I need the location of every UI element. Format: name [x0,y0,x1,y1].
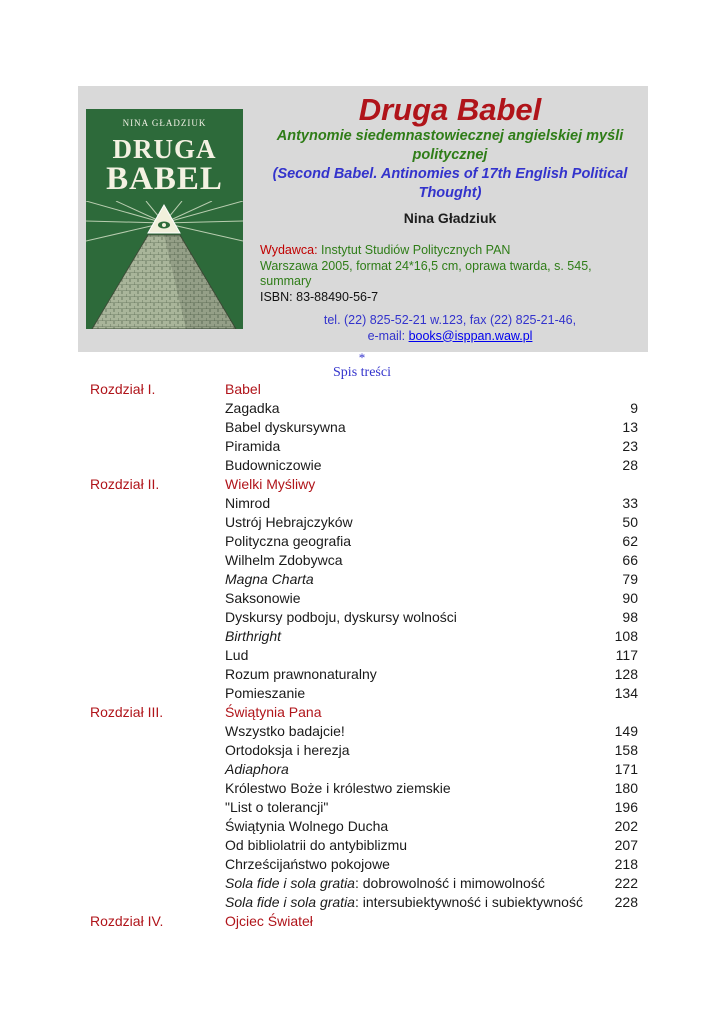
isbn: ISBN: 83-88490-56-7 [260,289,379,304]
book-title: Druga Babel [358,92,542,127]
section-title-italic: Sola fide i sola gratia [225,875,355,891]
section-row [0,494,725,513]
section-row [0,817,725,836]
section-page-number: 90 [622,590,638,606]
section-title [225,893,583,912]
section-row [0,722,725,741]
book-author: Nina Gładziuk [403,210,497,226]
section-page-number: 158 [614,742,638,758]
publication-details: Warszawa 2005, format 24*16,5 cm, oprawa twarda, s. 545, summary [260,258,592,288]
section-row [0,760,725,779]
section-page-number: 222 [614,875,638,891]
section-title-italic: Sola fide i sola gratia [225,894,355,910]
section-page-number: 50 [622,514,638,530]
chapter-label: Rozdział II. [90,476,160,492]
chapter-title: Babel [225,381,261,397]
chapter-title: Wielki Myśliwy [225,476,316,492]
section-page-number: 28 [622,457,638,473]
section-title: Dyskursy podboju, dyskursy wolności [225,609,457,625]
section-row [0,874,725,893]
book-cover-image [86,109,243,329]
section-row [0,779,725,798]
section-page-number: 128 [614,666,638,682]
publisher-label: Wydawca: [260,243,318,257]
section-title: Magna Charta [225,571,314,587]
toc-heading: Spis treści [333,365,391,380]
section-page-number: 66 [622,552,638,568]
section-row [0,741,725,760]
pyramid-illustration [86,201,243,329]
phone-fax: tel. (22) 825-52-21 w.123, fax (22) 825-21-46, [323,313,577,327]
section-title: Saksonowie [225,590,301,606]
section-page-number: 207 [614,837,638,853]
subtitle-polish: Antynomie siedemnastowiecznej angielskiej myśli politycznej [276,128,624,163]
section-page-number: 180 [614,780,638,796]
chapter-row [0,475,725,494]
section-title-rest: : dobrowolność i mimowolność [354,875,545,891]
section-page-number: 228 [614,894,638,910]
section-title: Nimrod [225,495,271,511]
section-title: Rozum prawnonaturalny [225,666,377,682]
section-row [0,608,725,627]
cover-author: NINA GŁADZIUK [122,118,207,128]
section-page-number: 202 [614,818,638,834]
chapter-label: Rozdział IV. [90,913,164,929]
section-title: Wilhelm Zdobywca [225,552,343,568]
section-row [0,418,725,437]
section-title: Zagadka [225,400,280,416]
section-title-rest: : intersubiektywność i subiektywność [354,894,583,910]
publisher-name: Instytut Studiów Politycznych PAN [321,243,511,257]
publication-info [260,243,630,305]
section-row [0,836,725,855]
section-page-number: 171 [614,761,638,777]
chapter-row [0,912,725,931]
section-row [0,855,725,874]
cover-title-line2: BABEL [106,161,223,197]
chapter-row [0,380,725,399]
section-page-number: 98 [622,609,638,625]
section-page-number: 117 [615,647,638,663]
section-row [0,893,725,912]
section-page-number: 149 [614,723,638,739]
section-page-number: 33 [622,495,638,511]
section-page-number: 9 [630,400,638,416]
chapter-label: Rozdział I. [90,381,156,397]
section-row [0,570,725,589]
section-row [0,798,725,817]
section-row [0,684,725,703]
section-row [0,627,725,646]
chapter-row [0,703,725,722]
section-row [0,513,725,532]
section-page-number: 108 [614,628,638,644]
section-title: Lud [225,647,249,663]
section-title: Ustrój Hebrajczyków [225,514,353,530]
section-row [0,551,725,570]
section-row [0,456,725,475]
section-title: Chrześcijaństwo pokojowe [225,856,390,872]
section-title: Babel dyskursywna [225,419,346,435]
chapter-label: Rozdział III. [90,704,164,720]
cover-title-line1: DRUGA [112,134,217,164]
section-page-number: 196 [614,799,638,815]
contact-info [262,313,638,344]
section-title: Królestwo Boże i królestwo ziemskie [225,780,451,796]
chapter-title: Ojciec Świateł [225,913,313,929]
section-title: "List o tolerancji" [225,799,329,815]
section-title: Wszystko badajcie! [225,723,345,739]
section-title: Od bibliolatrii do antybiblizmu [225,837,408,853]
section-row [0,399,725,418]
section-page-number: 134 [614,685,638,701]
section-title: Polityczna geografia [225,533,352,549]
section-page-number: 13 [622,419,638,435]
chapter-title: Świątynia Pana [225,704,322,720]
section-page-number: 218 [614,856,638,872]
section-row [0,532,725,551]
section-page-number: 23 [622,438,638,454]
section-title: Adiaphora [225,761,289,777]
email-link[interactable]: books@isppan.waw.pl [408,328,533,343]
email-label: e-mail: [367,328,406,343]
section-row [0,646,725,665]
section-title: Budowniczowie [225,457,322,473]
section-row [0,437,725,456]
section-page-number: 79 [622,571,638,587]
section-title: Świątynia Wolnego Ducha [225,818,389,834]
section-title: Pomieszanie [225,685,306,701]
table-of-contents [0,380,725,931]
toc-star: * [358,350,366,365]
section-title: Piramida [225,438,281,454]
section-title: Ortodoksja i herezja [225,742,350,758]
section-page-number: 62 [622,533,638,549]
section-row [0,665,725,684]
section-title: Birthright [225,628,282,644]
section-title [225,874,545,893]
subtitle-english: (Second Babel. Antinomies of 17th English Political Thought) [272,166,628,201]
section-row [0,589,725,608]
